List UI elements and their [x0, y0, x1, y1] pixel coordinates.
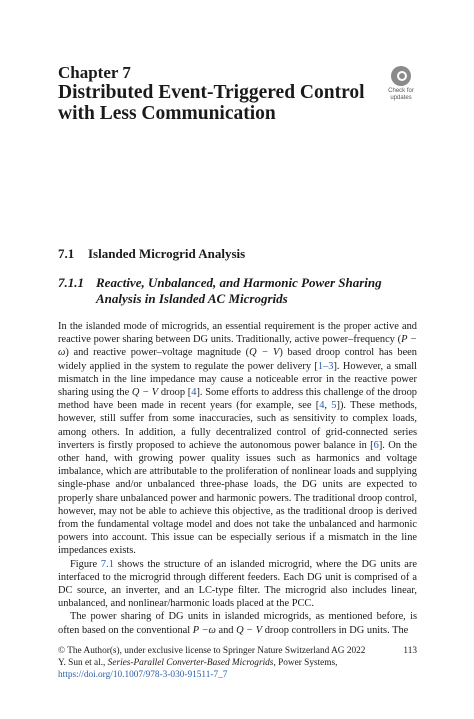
figure-link[interactable]: 7.1	[100, 558, 114, 570]
section-number: 7.1	[58, 246, 75, 261]
page-number: 113	[403, 646, 417, 656]
body-text	[58, 320, 417, 637]
citation-link[interactable]: 6	[373, 439, 379, 451]
paragraph-1: In the islanded mode of microgrids, an essential requirement is the proper active and reactive power sharing between DG units. Traditionally, active power–frequency (P − ω) and reactive power–voltage magnitude (Q − V) based droop control has been widely applied in the system to regulate the power delivery [1–3]. However, a small mismatch in the line impedance may cause a noticeable error in the reactive power sharing using the Q − V droop [4]. Some efforts to address this challenge of the droop method have been made in recent years (for example, see [4, 5]). These methods, however, still suffer from some inaccuracies, such as sensitivity to complex loads, among others. In addition, a fully decentralized control of grid-connected series inverters is firstly proposed to achieve the autonomous power balance in [6]. On the other hand, with growing power quality issues such as harmonics and voltage imbalance, which are attributable to the proliferation of nonlinear loads and supplying single-phase and/or unbalanced three-phase loads, the DG units are expected to properly share unbalanced power and harmonic powers. The traditional droop control, however, may not be able to achieve this objective, as the traditional droop is derived from the fundamental voltage model and does not take the unbalanced and harmonic powers into account. This issue can be especially serious if a mismatch in the line impedances exists.	[58, 321, 417, 557]
paragraph-2: Figure 7.1 shows the structure of an islanded microgrid, where the DG units are interfaced to the microgrid through different feeders. Each DG unit is comprised of a DC source, an inverter, and an LC-type filter. The microgrid also includes linear, unbalanced, and nonlinear/harmonic loads placed at the PCC.	[58, 558, 417, 610]
section-title: Islanded Microgrid Analysis	[88, 246, 246, 261]
subsection-heading	[58, 275, 418, 306]
doi-link[interactable]: https://doi.org/10.1007/978-3-030-91511-7_7	[58, 670, 228, 681]
check-for-updates-badge[interactable]	[381, 66, 421, 106]
check-for-updates-icon	[391, 66, 411, 86]
chapter-label: Chapter 7	[58, 63, 131, 82]
chapter-title: Distributed Event-Triggered Control with Less Communication	[58, 82, 365, 124]
footer	[58, 645, 417, 682]
section-heading	[58, 246, 245, 262]
copyright-line: © The Author(s), under exclusive license to Springer Nature Switzerland AG 2022	[58, 646, 366, 656]
citation-link[interactable]: 4	[191, 387, 197, 399]
paragraph-3: The power sharing of DG units in islanded microgrids, as mentioned before, is often based on the conventional P −ω and Q − V droop controllers in DG units. The	[58, 611, 417, 636]
badge-text	[381, 88, 421, 101]
citation-line: Y. Sun et al., Series-Parallel Converter-Based Microgrids, Power Systems,	[58, 658, 338, 669]
subsection-number: 7.1.1	[58, 275, 84, 290]
citation-link[interactable]: 5	[331, 400, 337, 412]
citation-link[interactable]: 1–3	[317, 360, 334, 372]
subsection-title: Reactive, Unbalanced, and Harmonic Power Sharing Analysis in Islanded AC Microgrids	[96, 275, 382, 306]
badge-line1: Check for	[388, 88, 414, 94]
badge-line2: updates	[390, 94, 412, 101]
citation-link[interactable]: 4	[319, 400, 325, 412]
